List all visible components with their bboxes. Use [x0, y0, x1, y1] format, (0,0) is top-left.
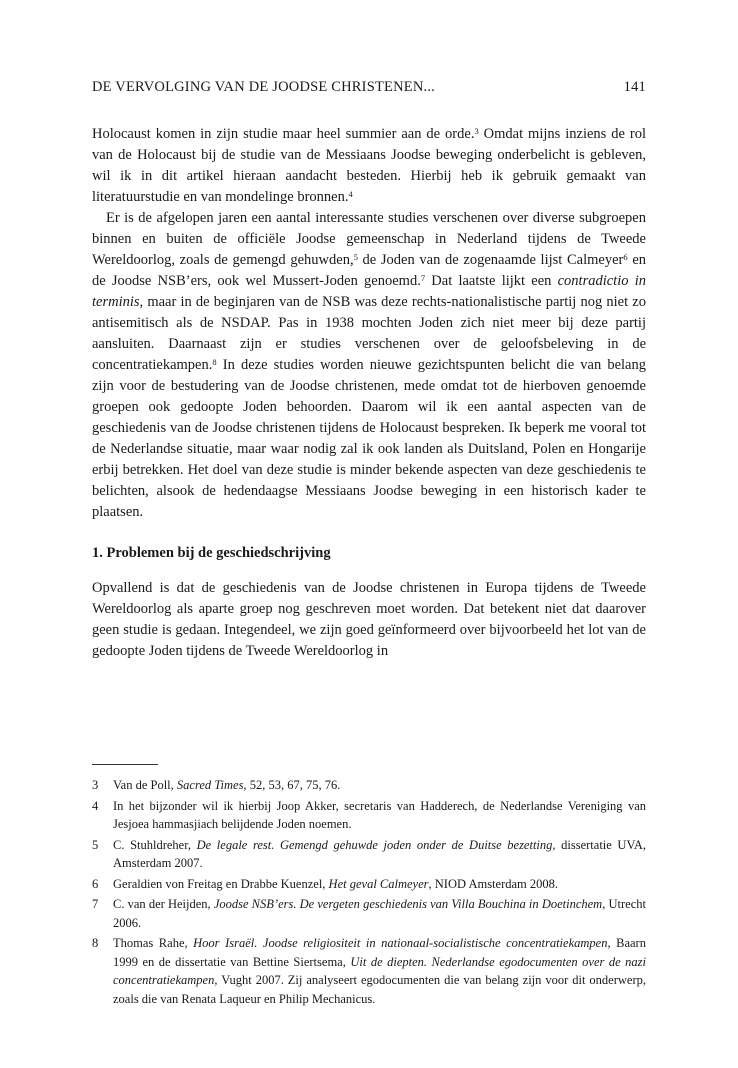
- footnote-number: 8: [92, 936, 99, 950]
- text-run: Vught 2007. Zij analyseert egodocumenten die van belang zijn voor dit onderwerp, zoals die van Renata Laqueur en Philip Mechanicus.: [113, 973, 646, 1006]
- text-run: , Baarn 1999 en de dissertatie van Bettine Siertsema,: [113, 936, 646, 969]
- footnote-number: 6: [92, 876, 99, 891]
- footnotes: [92, 776, 646, 1010]
- italic-title: Joodse NSB’ers. De vergeten geschiedenis van Villa Bouchina in Doetinchem: [213, 897, 603, 911]
- footnote-6: [92, 875, 646, 894]
- footnote-text: [113, 836, 646, 873]
- footnote-divider: [92, 764, 158, 765]
- text-run: Omdat mijns inziens de rol van de Holocaust bij de studie van de Messiaans Joodse beweging onderbelicht is gebleven, wil ik in dit artikel hieraan aandacht besteden. Hierbij heb ik gebruik gemaakt van literatuurstudie en van mondelinge bronnen.: [92, 126, 646, 205]
- italic-title: De legale rest. Gemengd gehuwde joden onder de Duitse bezetting: [196, 837, 553, 852]
- paragraph-3: Opvallend is dat de geschiedenis van de Joodse christenen in Europa tijdens de Tweede Wereldoorlog als aparte groep nog geschreven moet worden. Dat betekent niet dat daarover geen studie is gedaan. Integendeel, we zijn goed geïnformeerd over bijvoorbeeld het lot van de gedoopte Joden tijdens de Tweede Wereldoorlog in: [92, 580, 646, 659]
- running-title: DE VERVOLGING VAN DE JOODSE CHRISTENEN...: [92, 79, 435, 95]
- footnote-text: In het bijzonder wil ik hierbij Joop Akker, secretaris van Hadderech, de Nederlandse Vereniging van Jesjoea hammasjiach belijdende Joden noemen.: [113, 798, 646, 831]
- footnote-ref-4[interactable]: 4: [348, 189, 353, 199]
- text-run: Geraldien von Freitag en Drabbe Kuenzel,: [113, 876, 329, 891]
- page-number: 141: [623, 79, 646, 95]
- footnote-5: [92, 836, 646, 873]
- italic-title: Het geval Calmeyer: [328, 876, 429, 891]
- paragraph-2: [92, 208, 646, 523]
- italic-term: contradictio in terminis,: [92, 273, 646, 310]
- footnote-number: 7: [92, 897, 99, 911]
- section-heading: 1. Problemen bij de geschiedschrijving: [92, 545, 331, 561]
- footnote-ref-7[interactable]: 7: [420, 273, 426, 283]
- footnote-4: [92, 797, 646, 834]
- text-run: Thomas Rahe,: [113, 936, 194, 950]
- text-run: de Joden van de zogenaamde lijst Calmeyer: [357, 252, 624, 268]
- text-run: In deze studies worden nieuwe gezichtspunten belicht die van belang zijn voor de bestudering van de Joodse christenen, mede omdat tot de hierboven genoemde groepen ook gedoopte Joden behoorden. Daarom wil ik een aantal aspecten van de geschiedenis van de Joodse christenen tijdens de Holocaust bespreken. Ik beperk me vooral tot de Nederlandse situatie, maar waar nodig zal ik ook landen als Duitsland, Polen en Hongarije erbij betrekken. Het doel van deze studie is minder bekende aspecten van deze geschiedenis te belichten, alsook de hedendaagse Messiaans Joodse beweging in een historisch kader te plaatsen.: [92, 357, 646, 520]
- footnote-ref-6[interactable]: 6: [623, 252, 628, 262]
- text-run: 52, 53, 67, 75, 76.: [246, 778, 341, 792]
- text-run: , dissertatie UVA, Amsterdam 2007.: [113, 837, 647, 870]
- text-run: , NIOD Amsterdam 2008.: [428, 876, 559, 891]
- paragraph-1: [92, 124, 646, 208]
- text-run: , Utrecht 2006.: [113, 897, 646, 930]
- footnote-3: [92, 776, 646, 795]
- footnote-ref-3[interactable]: 3: [474, 126, 479, 136]
- footnote-text: [113, 875, 646, 894]
- footnote-number: 5: [92, 837, 99, 852]
- footnote-7: [92, 895, 646, 932]
- text-run: Dat laatste lijkt een: [425, 273, 558, 289]
- text-run: maar in de beginjaren van de NSB was deze rechts-nationalistische partij nog niet zo antisemitisch als de NSDAP. Pas in 1938 mochten Joden zich niet meer bij deze partij aansluiten. Daarnaast zijn er studies verschenen over de geloofsbeleving in de concentratiekampen.: [92, 294, 646, 373]
- italic-title: Sacred Times,: [176, 778, 247, 792]
- text-run: en de Joodse NSB’ers, ook wel Mussert-Joden genoemd.: [92, 252, 646, 289]
- footnote-number: 4: [92, 798, 99, 813]
- italic-title: Hoor Israël. Joodse religiositeit in nationaal-socialistische concentratiekampen: [193, 936, 608, 950]
- footnote-text: [113, 776, 646, 795]
- footnote-text: [113, 895, 646, 932]
- text-run: Er is de afgelopen jaren een aantal interessante studies verschenen over diverse subgroepen binnen en buiten de officiële Joodse gemeenschap in Nederland tijdens de Tweede Wereldoorlog, zoals de gemengd gehuwden,: [92, 210, 646, 268]
- text-run: Holocaust komen in zijn studie maar heel summier aan de orde.: [92, 126, 475, 142]
- footnote-ref-8[interactable]: 8: [212, 357, 217, 367]
- footnote-number: 3: [92, 778, 99, 792]
- running-head: [92, 79, 646, 96]
- text-run: Van de Poll,: [113, 778, 177, 792]
- text-run: C. Stuhldreher,: [113, 837, 197, 852]
- footnote-text: [113, 934, 646, 1008]
- body-text: [92, 124, 646, 662]
- italic-title: Uit de diepten. Nederlandse egodocumenten over de nazi concentratiekampen,: [113, 954, 646, 987]
- text-run: C. van der Heijden,: [113, 897, 214, 911]
- footnote-8: [92, 934, 646, 1008]
- footnote-ref-5[interactable]: 5: [353, 252, 358, 262]
